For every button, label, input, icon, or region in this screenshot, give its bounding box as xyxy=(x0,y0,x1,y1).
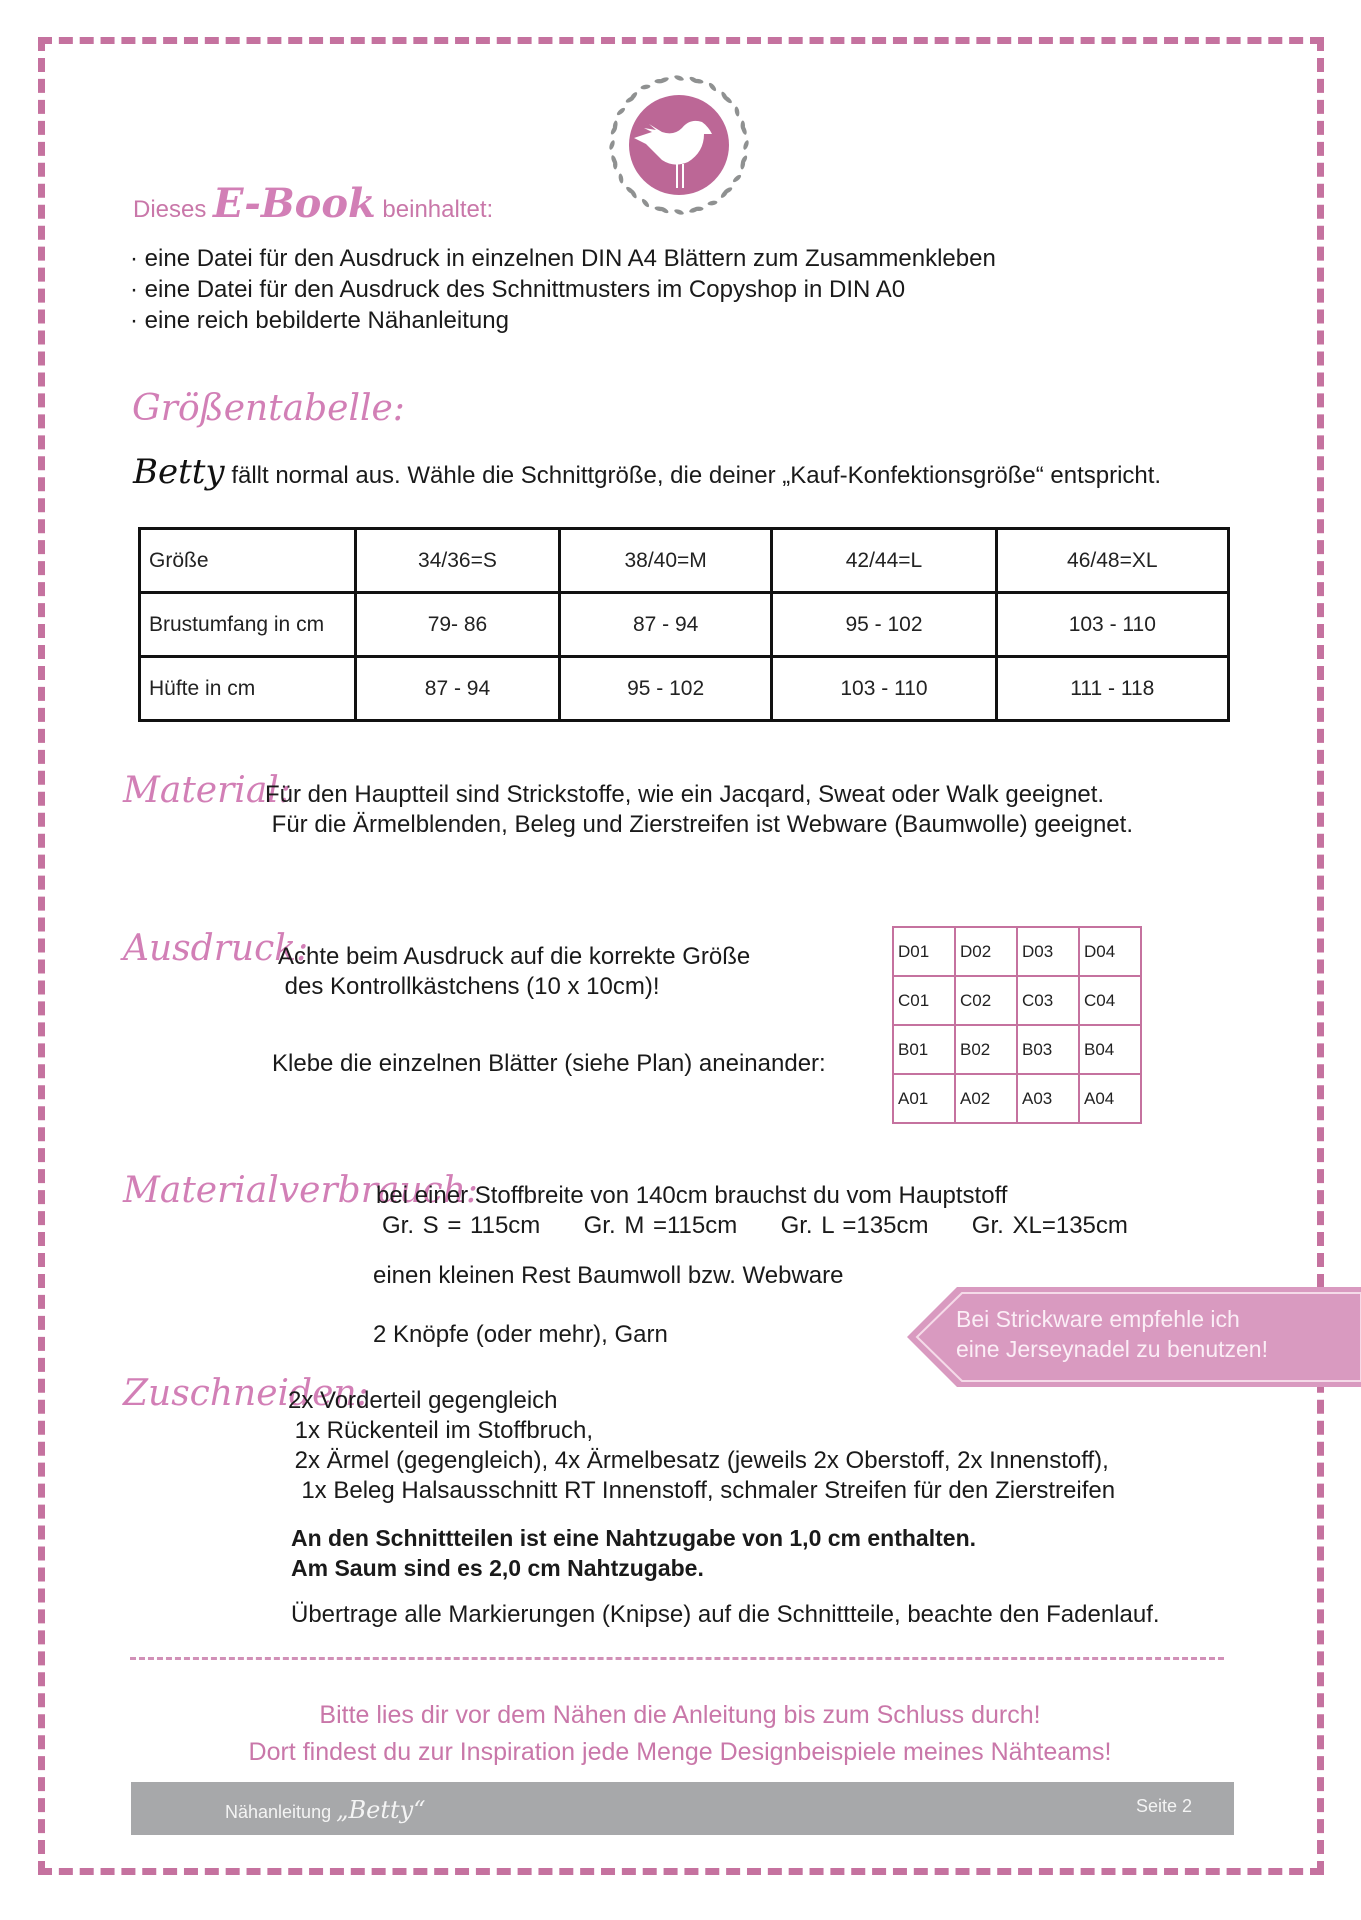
footer-title xyxy=(225,1796,426,1824)
cutting-list xyxy=(288,1386,1115,1506)
print-text xyxy=(278,942,750,1002)
plan-cell: C04 xyxy=(1079,976,1141,1025)
usage-size: Gr. L =135cm xyxy=(780,1212,929,1239)
list-item: · eine reich bebilderte Nähanleitung xyxy=(130,305,996,336)
list-item: · eine Datei für den Ausdruck des Schnittmusters im Copyshop in DIN A0 xyxy=(130,274,996,305)
table-cell: 87 - 94 xyxy=(559,593,771,657)
table-cell: 42/44=L xyxy=(772,529,996,593)
plan-cell: D01 xyxy=(893,927,955,976)
table-cell: Hüfte in cm xyxy=(140,657,356,721)
plan-row xyxy=(893,1074,1141,1123)
table-row xyxy=(140,593,1229,657)
plan-row xyxy=(893,1025,1141,1074)
material-usage-line: bei einer Stoffbreite von 140cm brauchst du vom Hauptstoff xyxy=(376,1182,1008,1209)
table-cell: 46/48=XL xyxy=(996,529,1228,593)
plan-cell: A03 xyxy=(1017,1074,1079,1123)
size-intro-text: fällt normal aus. Wähle die Schnittgröße, die deiner „Kauf-Konfektionsgröße“ entspricht. xyxy=(231,462,1162,489)
print-heading: Ausdruck: xyxy=(123,928,309,969)
cutting-line: 2x Vorderteil gegengleich xyxy=(288,1387,558,1414)
size-table-heading: Größentabelle: xyxy=(132,388,405,429)
material-usage-sizes xyxy=(382,1211,1128,1241)
print-line: des Kontrollkästchens (10 x 10cm)! xyxy=(278,973,660,1000)
seam-line: Am Saum sind es 2,0 cm Nahtzugabe. xyxy=(291,1555,704,1581)
intro-suffix: beinhaltet: xyxy=(382,196,494,223)
contents-list xyxy=(130,243,996,336)
plan-cell: A02 xyxy=(955,1074,1017,1123)
seam-line: An den Schnittteilen ist eine Nahtzugabe von 1,0 cm enthalten. xyxy=(291,1525,977,1551)
banner-line: Bei Strickware empfehle ich xyxy=(956,1306,1240,1332)
plan-cell: C02 xyxy=(955,976,1017,1025)
closing-line: Bitte lies dir vor dem Nähen die Anleitung bis zum Schluss durch! xyxy=(319,1701,1041,1729)
material-line: Für die Ärmelblenden, Beleg und Zierstreifen ist Webware (Baumwolle) geeignet. xyxy=(265,811,1133,838)
glue-instructions: Klebe die einzelnen Blätter (siehe Plan) aneinander: xyxy=(272,1050,826,1077)
section-divider xyxy=(130,1657,1224,1660)
list-item: · eine Datei für den Ausdruck in einzelnen DIN A4 Blättern zum Zusammenkleben xyxy=(130,243,996,274)
closing-note xyxy=(130,1697,1230,1771)
table-cell: Größe xyxy=(140,529,356,593)
ebook-script-word: E-Book xyxy=(213,180,376,227)
closing-line: Dort findest du zur Inspiration jede Menge Designbeispiele meines Nähteams! xyxy=(248,1738,1112,1766)
plan-cell: B01 xyxy=(893,1025,955,1074)
material-text xyxy=(265,780,1133,840)
plan-cell: B04 xyxy=(1079,1025,1141,1074)
table-cell: 79- 86 xyxy=(356,593,560,657)
table-cell: 87 - 94 xyxy=(356,657,560,721)
footer-betty: „Betty“ xyxy=(336,1796,426,1824)
table-row xyxy=(140,657,1229,721)
intro-prefix: Dieses xyxy=(133,196,207,223)
table-cell: 38/40=M xyxy=(559,529,771,593)
cutting-line: 1x Rückenteil im Stoffbruch, xyxy=(288,1417,594,1444)
markings-note: Übertrage alle Markierungen (Knipse) auf die Schnittteile, beachte den Fadenlauf. xyxy=(291,1601,1160,1628)
plan-cell: B03 xyxy=(1017,1025,1079,1074)
cutting-line: 2x Ärmel (gegengleich), 4x Ärmelbesatz (jeweils 2x Oberstoff, 2x Innenstoff), xyxy=(288,1447,1109,1474)
material-buttons: 2 Knöpfe (oder mehr), Garn xyxy=(373,1321,668,1348)
material-usage-heading: Materialverbrauch: xyxy=(123,1170,479,1211)
plan-cell: D04 xyxy=(1079,927,1141,976)
betty-script-name: Betty xyxy=(133,452,225,492)
print-line: Achte beim Ausdruck auf die korrekte Größe xyxy=(278,943,751,970)
size-table xyxy=(138,527,1230,722)
material-line: Für den Hauptteil sind Strickstoffe, wie ein Jacqard, Sweat oder Walk geeignet. xyxy=(265,781,1105,808)
plan-cell: D03 xyxy=(1017,927,1079,976)
material-rest: einen kleinen Rest Baumwoll bzw. Webware xyxy=(373,1262,844,1289)
plan-cell: A01 xyxy=(893,1074,955,1123)
table-cell: 95 - 102 xyxy=(772,593,996,657)
cutting-line: 1x Beleg Halsausschnitt RT Innenstoff, schmaler Streifen für den Zierstreifen xyxy=(288,1477,1116,1504)
table-cell: Brustumfang in cm xyxy=(140,593,356,657)
table-cell: 103 - 110 xyxy=(996,593,1228,657)
usage-size: Gr. M =115cm xyxy=(583,1212,738,1239)
table-cell: 95 - 102 xyxy=(559,657,771,721)
plan-row xyxy=(893,927,1141,976)
tip-banner-text xyxy=(956,1304,1268,1364)
bird-wreath-logo xyxy=(604,70,754,220)
table-cell: 111 - 118 xyxy=(996,657,1228,721)
plan-cell: C03 xyxy=(1017,976,1079,1025)
table-row xyxy=(140,529,1229,593)
table-cell: 103 - 110 xyxy=(772,657,996,721)
size-intro xyxy=(133,452,1161,492)
sheet-layout-plan xyxy=(892,926,1142,1124)
banner-line: eine Jerseynadel zu benutzen! xyxy=(956,1336,1268,1362)
intro-heading xyxy=(133,180,493,227)
plan-cell: A04 xyxy=(1079,1074,1141,1123)
usage-size: Gr. S = 115cm xyxy=(382,1212,541,1239)
page-number: Seite 2 xyxy=(1135,1796,1192,1816)
page-footer xyxy=(131,1782,1234,1835)
plan-row xyxy=(893,976,1141,1025)
table-cell: 34/36=S xyxy=(356,529,560,593)
plan-cell: B02 xyxy=(955,1025,1017,1074)
footer-label: Nähanleitung xyxy=(225,1802,332,1822)
plan-cell: C01 xyxy=(893,976,955,1025)
seam-allowance-note xyxy=(291,1523,976,1583)
usage-size: Gr. XL=135cm xyxy=(971,1212,1128,1239)
material-heading: Material: xyxy=(123,770,291,811)
plan-cell: D02 xyxy=(955,927,1017,976)
cutting-heading: Zuschneiden: xyxy=(123,1373,369,1414)
